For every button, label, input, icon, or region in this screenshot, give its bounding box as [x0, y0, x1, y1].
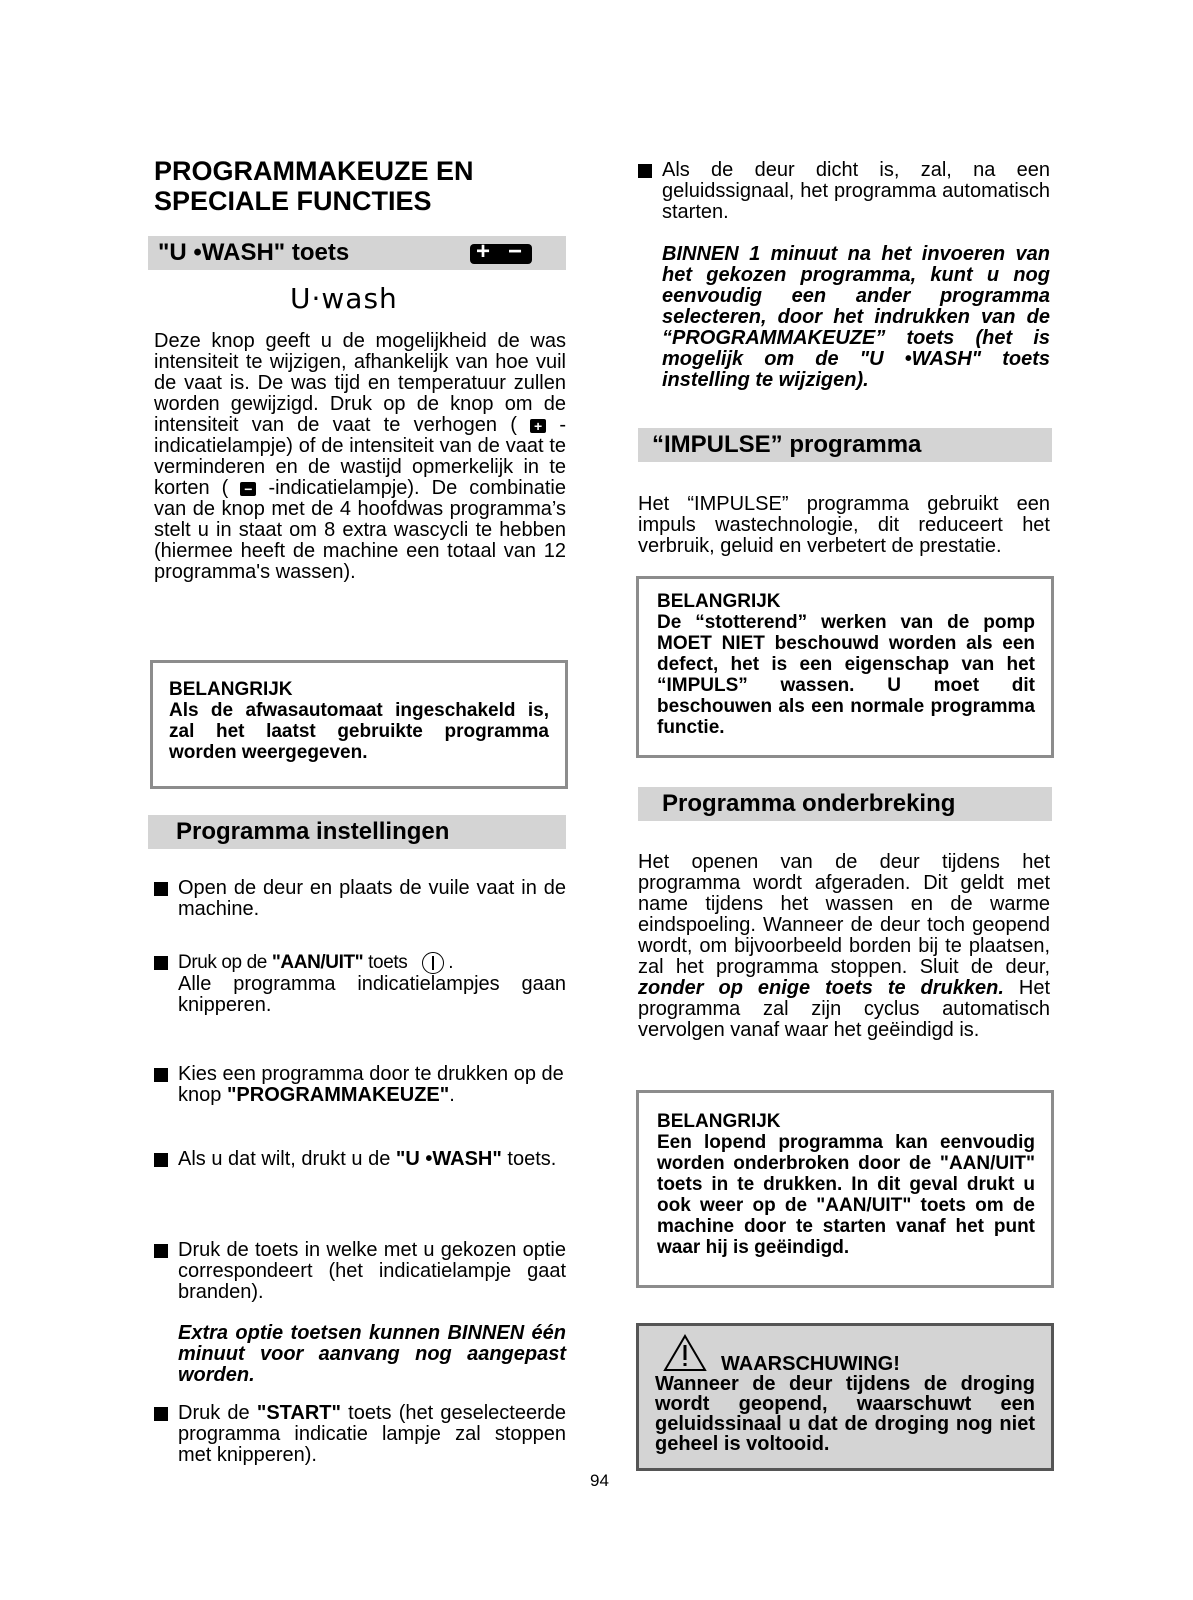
- text-part: Als u dat wilt, drukt u de: [178, 1148, 396, 1170]
- period: .: [449, 1084, 455, 1106]
- uwash-heading-bar: [148, 236, 566, 270]
- text-part: Kies een programma door te drukken op de knop: [178, 1063, 564, 1106]
- important-text: De “stotterend” werken van de pomp MOET NIET beschouwd worden als een defect, het is een eigenschap van het “IMPULS” wassen. U moet dit beschouwen als een normale programma functie.: [657, 612, 1035, 738]
- text-part: toets.: [501, 1148, 557, 1170]
- settings-heading-bar: [148, 815, 566, 849]
- page-title: [154, 156, 566, 216]
- list-item-text: [178, 952, 566, 974]
- warning-text: Wanneer de deur tijdens de droging wordt geopend, waarschuwt een geluidssinaal u dat de droging nog niet geheel is voltooid.: [655, 1373, 1035, 1455]
- title-line-2: SPECIALE FUNCTIES: [154, 186, 432, 216]
- text-part-bold-italic: zonder op enige toets te drukken.: [638, 977, 1004, 999]
- important-box-1: [150, 660, 568, 789]
- list-item: [154, 878, 566, 920]
- bullet-square-icon: [154, 882, 168, 896]
- list-item-text: Druk de toets in welke met u gekozen optie correspondeert (het indicatielampje gaat branden).: [178, 1239, 566, 1303]
- list-item-text: Open de deur en plaats de vuile vaat in de machine.: [178, 877, 566, 920]
- list-item: [154, 1064, 566, 1106]
- minus-indicator-icon: −: [240, 482, 256, 496]
- uwash-para-part-3: -indicatielampje). De combinatie van de knop met de 4 hoofdwas programma’s stelt u in staat om 8 extra wascycli te hebben (hiermee heeft de machine een totaal van 12 programma's wassen).: [154, 477, 567, 583]
- list-item-text: Alle programma indicatielampjes gaan knipperen.: [178, 973, 566, 1016]
- list-item-text: [178, 1403, 566, 1466]
- impulse-heading: “IMPULSE” programma: [652, 431, 922, 458]
- interrupt-paragraph: [638, 852, 1050, 1041]
- title-line-1: PROGRAMMAKEUZE EN: [154, 156, 474, 186]
- list-item-text: [178, 1149, 566, 1170]
- uwash-heading: "U •WASH" toets: [158, 239, 350, 266]
- note-text: [154, 1323, 566, 1386]
- text-part-bold: "U •WASH": [395, 1148, 502, 1170]
- bullet-square-icon: [154, 1407, 168, 1421]
- text-part-bold: "START": [256, 1402, 341, 1424]
- list-item: [154, 1240, 566, 1303]
- bullet-square-icon: [154, 956, 168, 970]
- list-item-text: [178, 1064, 566, 1106]
- bullet-square-icon: [638, 164, 652, 178]
- bullet-square-icon: [154, 1068, 168, 1082]
- important-box-2: [636, 576, 1054, 758]
- warning-heading-row: [655, 1338, 1035, 1374]
- plus-icon: +: [476, 238, 491, 265]
- note-text: [638, 244, 1050, 391]
- warning-box: [636, 1323, 1054, 1471]
- important-heading: BELANGRIJK: [169, 679, 293, 700]
- important-heading: BELANGRIJK: [657, 1111, 781, 1132]
- uwash-para-part-2: -indicatielampje) of de intensiteit van de vaat te verminderen en de wastijd opmerkelijk in te korten (: [154, 414, 567, 499]
- impulse-heading-bar: [638, 428, 1052, 462]
- bullet-square-icon: [154, 1244, 168, 1258]
- warning-heading: WAARSCHUWING!: [721, 1353, 900, 1375]
- uwash-logo: U·wash: [290, 282, 398, 315]
- uwash-paragraph: [154, 331, 566, 583]
- page-number: 94: [590, 1471, 609, 1490]
- warning-triangle-icon: [663, 1334, 707, 1372]
- list-item: [154, 1403, 566, 1466]
- minus-icon: −: [508, 238, 523, 265]
- text-part: Het programma zal zijn cyclus automatisch vervolgen vanaf waar het geëindigd is.: [638, 977, 1050, 1041]
- list-item: [154, 1149, 566, 1170]
- note-text-body: BINNEN 1 minuut na het invoeren van het gekozen programma, kunt u nog eenvoudig een ander programma selecteren, door het indrukken van de “PROGRAMMAKEUZE” toets (het is mogelijk om de "U •WASH" toets instelling te wijzigen).: [662, 243, 1050, 391]
- list-item: [638, 160, 1050, 223]
- text-part: Het openen van de deur tijdens het programma wordt afgeraden. Dit geldt met name tijdens het wassen en de warme eindspoeling. Wanneer de deur toch geopend wordt, om bijvoorbeeld borden bij te plaatsen, zal het programma stoppen. Sluit de deur,: [638, 851, 1050, 978]
- impulse-paragraph: Het “IMPULSE” programma gebruikt een impuls wastechnologie, dit reduceert het verbruik, geluid en verbetert de prestatie.: [638, 493, 1050, 557]
- interrupt-heading: Programma onderbreking: [662, 790, 956, 817]
- note-text-body: Extra optie toetsen kunnen BINNEN één minuut voor aanvang nog aangepast worden.: [178, 1322, 566, 1386]
- important-box-3: [636, 1090, 1054, 1288]
- important-text: Als de afwasautomaat ingeschakeld is, zal het laatst gebruikte programma worden weergegeven.: [169, 700, 549, 763]
- period: .: [448, 952, 454, 974]
- important-heading: BELANGRIJK: [657, 591, 781, 612]
- text-part: Druk de: [178, 1402, 257, 1424]
- bullet-square-icon: [154, 1153, 168, 1167]
- power-icon: [422, 952, 444, 974]
- plus-minus-icon: [470, 238, 532, 265]
- text-part: Druk op de: [178, 952, 272, 974]
- uwash-para-part-1: Deze knop geeft u de mogelijkheid de was intensiteit te wijzigen, afhankelijk van hoe vuil de vaat is. De was tijd en temperatuur zullen worden gewijzigd. Druk op de knop om de intensiteit van de vaat te verhogen (: [154, 330, 566, 436]
- important-text: Een lopend programma kan eenvoudig worden onderbroken door de "AAN/UIT" toets in te drukken. In dit geval drukt u ook weer op de "AAN/UIT" toets om de machine door te starten vanaf het punt waar hij is geëindigd.: [657, 1132, 1035, 1258]
- text-part: toets: [363, 952, 408, 974]
- list-item: [154, 952, 566, 1016]
- interrupt-heading-bar: [638, 787, 1052, 821]
- text-part: toets (het geselecteerde programma indicatie lampje zal stoppen met knipperen).: [178, 1402, 566, 1466]
- list-item-text: Als de deur dicht is, zal, na een geluidssignaal, het programma automatisch starten.: [662, 159, 1050, 223]
- text-part-bold: "AAN/UIT": [271, 952, 364, 974]
- plus-indicator-icon: +: [530, 419, 546, 433]
- text-part-bold: "PROGRAMMAKEUZE": [226, 1084, 450, 1106]
- settings-heading: Programma instellingen: [176, 818, 450, 845]
